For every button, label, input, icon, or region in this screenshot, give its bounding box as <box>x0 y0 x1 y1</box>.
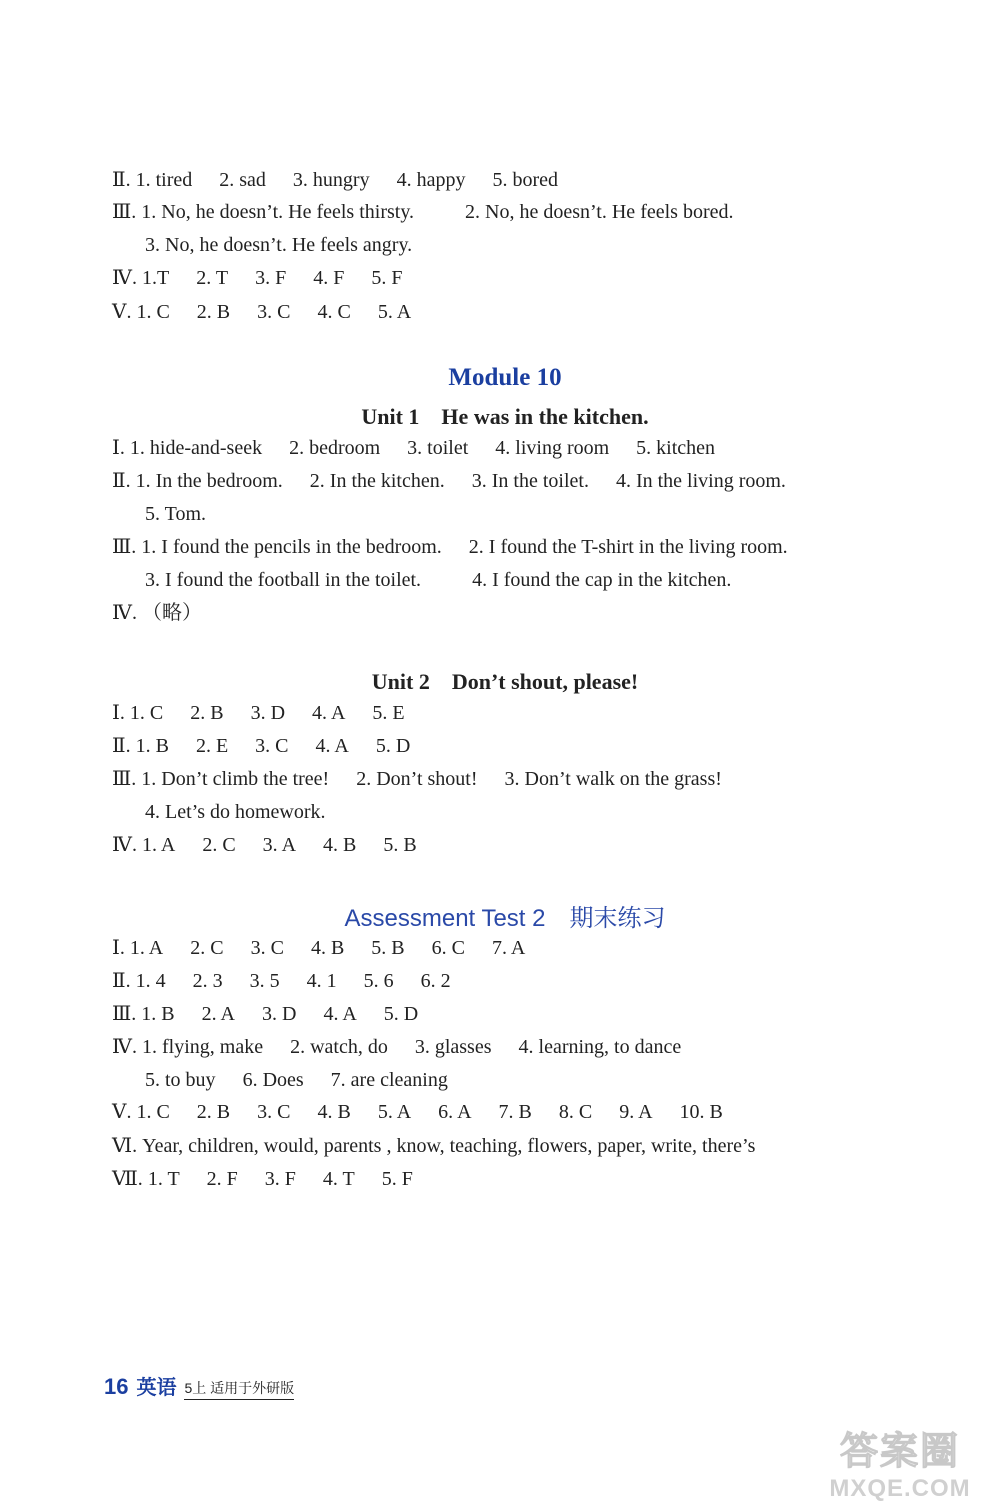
answer-line <box>112 296 433 328</box>
answer-item: 3. C <box>250 937 284 959</box>
unit-title: Unit 2 Don’t shout, please! <box>371 669 639 694</box>
answer-item: 4. Let’s do homework. <box>145 801 326 823</box>
answer-item: 4. learning, to dance <box>518 1036 682 1058</box>
answer-item: 2. C <box>202 834 236 856</box>
answer-item: 5. D <box>383 1003 419 1025</box>
section-number: Ⅴ. <box>112 301 132 323</box>
answer-item: 1. B <box>135 735 169 757</box>
answer-item: 3. D <box>250 702 286 724</box>
answer-item: 5. B <box>371 937 405 959</box>
answer-item: 5. to buy <box>145 1069 216 1091</box>
answer-item: Year, children, would, parents , know, teaching, flowers, paper, write, there’s <box>142 1135 756 1157</box>
answer-item: 5. Tom. <box>145 503 207 525</box>
answer-item: 1. hide-and-seek <box>129 437 263 459</box>
answer-item: 6. A <box>438 1101 472 1123</box>
answer-item: 4. B <box>310 937 345 959</box>
section-number: Ⅰ. <box>112 937 125 959</box>
answer-item: 4. A <box>323 1003 357 1025</box>
section-number: Ⅱ. <box>112 970 131 992</box>
answer-item: 5. D <box>375 735 411 757</box>
answer-item: 1. C <box>136 1101 170 1123</box>
answer-item: 1. C <box>136 301 170 323</box>
answer-item: 2. No, he doesn’t. He feels bored. <box>465 201 734 223</box>
answer-line <box>112 597 224 629</box>
answer-line <box>112 697 427 729</box>
answer-item: 7. B <box>498 1101 532 1123</box>
answer-item: 4. F <box>313 267 345 289</box>
answer-line <box>112 763 744 795</box>
answer-item: 9. A <box>619 1101 653 1123</box>
answer-line <box>145 564 753 596</box>
answer-line <box>112 196 755 228</box>
answer-line <box>112 1096 745 1128</box>
answer-item: 1. B <box>141 1003 175 1025</box>
section-number: Ⅴ. <box>112 1101 132 1123</box>
answer-item: 3. C <box>255 735 289 757</box>
answer-item: 1. I found the pencils in the bedroom. <box>141 536 442 558</box>
answer-item: 1. Don’t climb the tree! <box>141 768 330 790</box>
answer-line <box>112 829 439 861</box>
answer-item: 6. C <box>431 937 465 959</box>
subject-label: 英语 <box>136 1377 177 1399</box>
section-number: Ⅲ. <box>112 536 137 558</box>
watermark-logo <box>810 1420 990 1506</box>
answer-item: 6. 2 <box>420 970 451 992</box>
section-number: Ⅱ. <box>112 169 131 191</box>
answer-item: 2. F <box>206 1168 238 1190</box>
answer-line <box>112 1163 435 1195</box>
answer-item: 4. T <box>322 1168 355 1190</box>
answer-item: 1. A <box>141 834 176 856</box>
answer-item: （略） <box>141 602 202 624</box>
section-number: Ⅳ. <box>112 1036 137 1058</box>
answer-item: 1. A <box>129 937 164 959</box>
answer-item: 1. tired <box>135 169 193 191</box>
module-title: Module 10 <box>448 364 562 391</box>
section-number: Ⅳ. <box>112 834 137 856</box>
answer-item: 2. B <box>190 702 224 724</box>
answer-line <box>145 1064 470 1096</box>
answer-item: 3. 5 <box>249 970 280 992</box>
answer-item: 4. B <box>317 1101 351 1123</box>
answer-item: 3. C <box>257 1101 291 1123</box>
answer-item: 1. C <box>129 702 164 724</box>
answer-item: 3. D <box>261 1003 297 1025</box>
section-number: Ⅲ. <box>112 768 137 790</box>
answer-item: 2. 3 <box>192 970 223 992</box>
answer-item: 8. C <box>558 1101 593 1123</box>
answer-item: 4. In the living room. <box>615 470 786 492</box>
answer-item: 1. In the bedroom. <box>135 470 283 492</box>
answer-item: 5. 6 <box>363 970 394 992</box>
answer-item: 2. watch, do <box>290 1036 388 1058</box>
section-number: Ⅳ. <box>112 602 137 624</box>
test-title: Assessment Test 2 期末练习 <box>344 905 666 932</box>
answer-line <box>145 498 228 530</box>
section-number: Ⅲ. <box>112 201 137 223</box>
answer-item: 3. Don’t walk on the grass! <box>504 768 722 790</box>
answer-line <box>112 164 580 196</box>
section-number: Ⅰ. <box>112 702 125 724</box>
answer-item: 1. T <box>147 1168 180 1190</box>
answer-item: 5. E <box>372 702 405 724</box>
answer-item: 1. No, he doesn’t. He feels thirsty. <box>141 201 415 223</box>
answer-item: 4. B <box>323 834 357 856</box>
answer-item: 10. B <box>679 1101 723 1123</box>
section-number: Ⅵ. <box>112 1135 138 1157</box>
answer-item: 2. T <box>196 267 229 289</box>
answer-item: 5. A <box>377 1101 412 1123</box>
answer-item: 2. Don’t shout! <box>356 768 478 790</box>
answer-item: 1. 4 <box>135 970 166 992</box>
answer-item: 3. C <box>257 301 291 323</box>
answer-item: 5. F <box>371 267 403 289</box>
answer-item: 3. F <box>255 267 287 289</box>
section-number: Ⅶ. <box>112 1168 143 1190</box>
answer-item: 2. B <box>196 1101 231 1123</box>
answer-item: 2. E <box>195 735 229 757</box>
answer-item: 3. toilet <box>407 437 469 459</box>
section-number: Ⅳ. <box>112 267 137 289</box>
unit-title: Unit 1 He was in the kitchen. <box>361 404 649 429</box>
answer-line <box>112 1130 777 1162</box>
answer-item: 4. A <box>312 702 346 724</box>
watermark-text: 答案圈 <box>839 1431 960 1473</box>
answer-item: 2. B <box>196 301 231 323</box>
answer-item: 7. are cleaning <box>330 1069 448 1091</box>
answer-item: 2. sad <box>219 169 266 191</box>
answer-item: 3. No, he doesn’t. He feels angry. <box>145 234 413 256</box>
answer-item: 5. A <box>377 301 412 323</box>
answer-item: 7. A <box>491 937 526 959</box>
answer-item: 3. A <box>262 834 297 856</box>
answer-item: 2. bedroom <box>289 437 381 459</box>
answer-item: 5. B <box>383 834 417 856</box>
answer-item: 4. C <box>317 301 351 323</box>
watermark-url: MXQE.COM <box>829 1475 971 1502</box>
answer-line <box>112 998 440 1030</box>
answer-line <box>145 229 434 261</box>
answer-item: 6. Does <box>242 1069 304 1091</box>
answer-item: 2. In the kitchen. <box>309 470 445 492</box>
grade-edition-label: 5上 适用于外研版 <box>184 1378 294 1400</box>
section-number: Ⅱ. <box>112 735 131 757</box>
answer-item: 3. hungry <box>292 169 370 191</box>
answer-item: 5. F <box>381 1168 413 1190</box>
answer-line <box>112 432 737 464</box>
answer-item: 4. living room <box>495 437 610 459</box>
answer-line <box>112 262 424 294</box>
answer-item: 2. I found the T-shirt in the living room. <box>468 536 788 558</box>
answer-item: 1. flying, make <box>141 1036 264 1058</box>
answer-item: 4. I found the cap in the kitchen. <box>472 569 732 591</box>
page-footer <box>104 1372 294 1400</box>
answer-item: 3. F <box>264 1168 296 1190</box>
answer-line <box>112 965 473 997</box>
answer-item: 2. A <box>201 1003 235 1025</box>
answer-line <box>112 465 808 497</box>
answer-item: 1.T <box>141 267 170 289</box>
answer-item: 5. kitchen <box>636 437 716 459</box>
answer-item: 2. C <box>190 937 224 959</box>
section-number: Ⅲ. <box>112 1003 137 1025</box>
answer-item: 5. bored <box>492 169 559 191</box>
answer-item: 3. I found the football in the toilet. <box>145 569 422 591</box>
answer-line <box>145 796 348 828</box>
answer-item: 4. happy <box>396 169 466 191</box>
answer-line <box>112 531 810 563</box>
answer-item: 4. 1 <box>306 970 337 992</box>
page-number: 16 <box>104 1374 129 1399</box>
section-number: Ⅰ. <box>112 437 125 459</box>
answer-item: 4. A <box>315 735 349 757</box>
answer-item: 3. In the toilet. <box>471 470 589 492</box>
answer-line <box>112 730 432 762</box>
answer-item: 3. glasses <box>414 1036 492 1058</box>
section-number: Ⅱ. <box>112 470 131 492</box>
answer-line <box>112 932 547 964</box>
answer-line <box>112 1031 703 1063</box>
